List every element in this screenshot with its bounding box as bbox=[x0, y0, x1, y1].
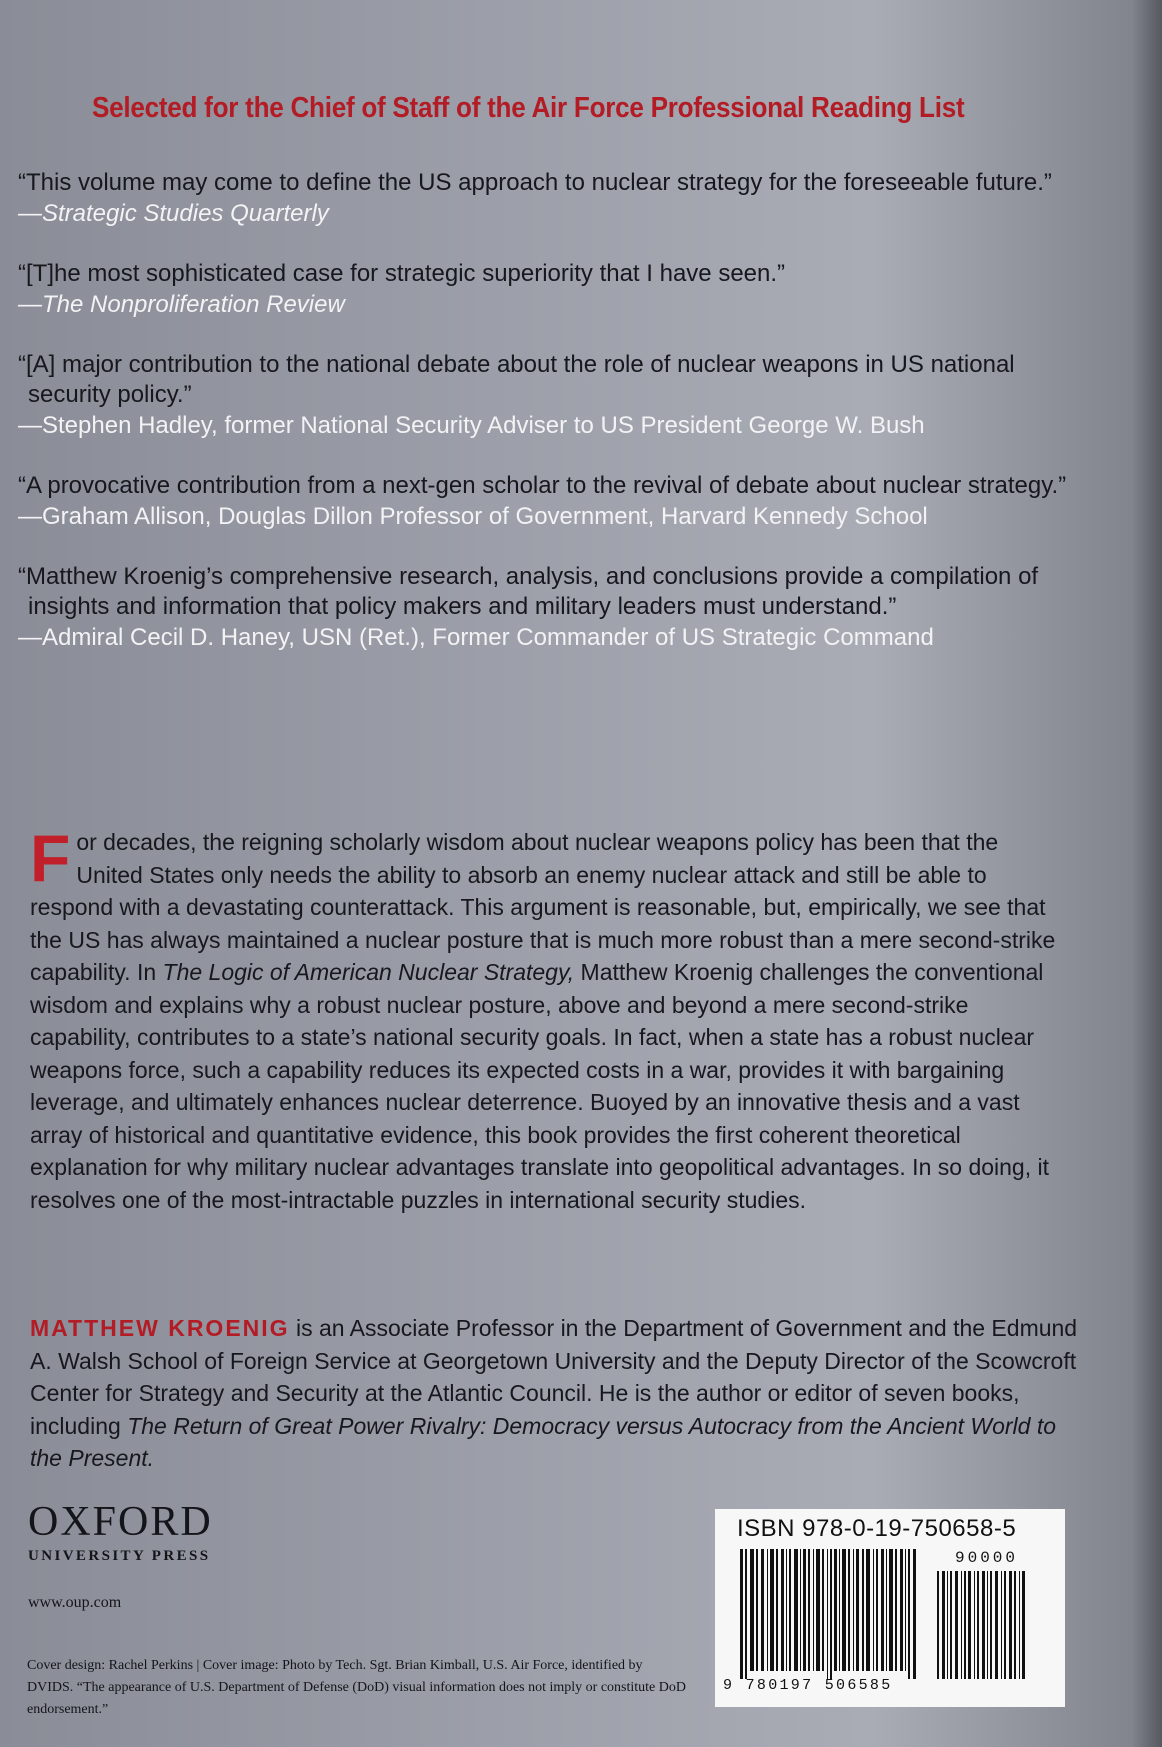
publisher-website: www.oup.com bbox=[28, 1594, 122, 1611]
description-text: Matthew Kroenig challenges the conventional wisdom and explains why a robust nuclear posture, above and beyond a mere second-strike capability, contributes to a state’s national security goals. In fact, when a state has a robust nuclear weapons force, such a capability reduces its expected costs in a war, provides it with bargaining leverage, and ultimately enhances nuclear deterrence. Buoyed by an innovative thesis and a vast array of historical and quantitative evidence, this book provides the first coherent theoretical explanation for why military nuclear advantages translate into geopolitical advantages. In so doing, it resolves one of the most-intractable puzzles in international security studies. bbox=[30, 959, 1049, 1213]
barcode-digits: 9 780197 506585 bbox=[723, 1677, 893, 1694]
endorsement-text: “This volume may come to define the US approach to nuclear strategy for the foreseeable future.” bbox=[18, 169, 1052, 196]
oxford-subtitle: UNIVERSITY PRESS bbox=[28, 1548, 211, 1564]
endorsement bbox=[18, 471, 1098, 533]
endorsement-text: “[A] major contribution to the national debate about the role of nuclear weapons in US national security policy.” bbox=[18, 351, 1015, 408]
endorsement bbox=[18, 168, 1098, 230]
isbn-label: ISBN 978-0-19-750658-5 bbox=[737, 1515, 1017, 1542]
endorsement bbox=[18, 259, 1098, 321]
endorsement-source: —Strategic Studies Quarterly bbox=[18, 200, 329, 227]
reading-list-banner: Selected for the Chief of Staff of the Air Force Professional Reading List bbox=[92, 92, 965, 124]
description-text: or decades, the reigning scholarly wisdom about nuclear weapons policy has been that the United States only needs the ability to absorb an enemy nuclear attack and still be able to respond with a devastating counterattack. This argument is reasonable, but, empirically, we see that the US has always maintained a nuclear posture that is much more robust than a mere second-strike capability. In bbox=[30, 829, 1056, 985]
endorsement bbox=[18, 350, 1098, 442]
endorsement-text: “Matthew Kroenig’s comprehensive research, analysis, and conclusions provide a compilation of insights and information that policy makers and military leaders must understand.” bbox=[18, 563, 1039, 620]
bio-text: is an Associate Professor in the Department of Government and the Edmund A. Walsh School of Foreign Service at Georgetown University and the Deputy Director of the Scowcroft Center for Strategy and Security at the Atlantic Council. He is the author or editor of seven books, including bbox=[30, 1315, 1078, 1439]
endorsement-source: —Graham Allison, Douglas Dillon Professor of Government, Harvard Kennedy School bbox=[18, 503, 928, 530]
author-bio bbox=[30, 1312, 1080, 1475]
endorsement-text: “[T]he most sophisticated case for strategic superiority that I have seen.” bbox=[18, 260, 786, 287]
drop-cap: F bbox=[30, 821, 71, 895]
barcode-addon-digits: 90000 bbox=[955, 1549, 1019, 1567]
book-description bbox=[30, 821, 1060, 1216]
isbn-barcode bbox=[715, 1509, 1065, 1707]
endorsement-quotes bbox=[18, 168, 1098, 683]
endorsement-source: —Admiral Cecil D. Haney, USN (Ret.), Former Commander of US Strategic Command bbox=[18, 624, 934, 651]
endorsement bbox=[18, 562, 1098, 654]
other-book-title: The Return of Great Power Rivalry: Democracy versus Autocracy from the Ancient World to the Present. bbox=[30, 1412, 1057, 1471]
oxford-wordmark: OXFORD bbox=[28, 1499, 213, 1545]
endorsement-source: —Stephen Hadley, former National Security Adviser to US President George W. Bush bbox=[18, 412, 925, 439]
endorsement-text: “A provocative contribution from a next-gen scholar to the revival of debate about nuclear strategy.” bbox=[18, 472, 1067, 499]
cover-credits: Cover design: Rachel Perkins | Cover image: Photo by Tech. Sgt. Brian Kimball, U.S. Air Force, identified by DVIDS. “The appearance of U.S. Department of Defense (DoD) visual information does not imply or constitute DoD endorsement.” bbox=[27, 1658, 686, 1717]
publisher-logo bbox=[28, 1500, 213, 1565]
endorsement-source: —The Nonproliferation Review bbox=[18, 291, 345, 318]
book-title: The Logic of American Nuclear Strategy, bbox=[162, 959, 575, 985]
author-name: MATTHEW KROENIG bbox=[30, 1315, 290, 1341]
